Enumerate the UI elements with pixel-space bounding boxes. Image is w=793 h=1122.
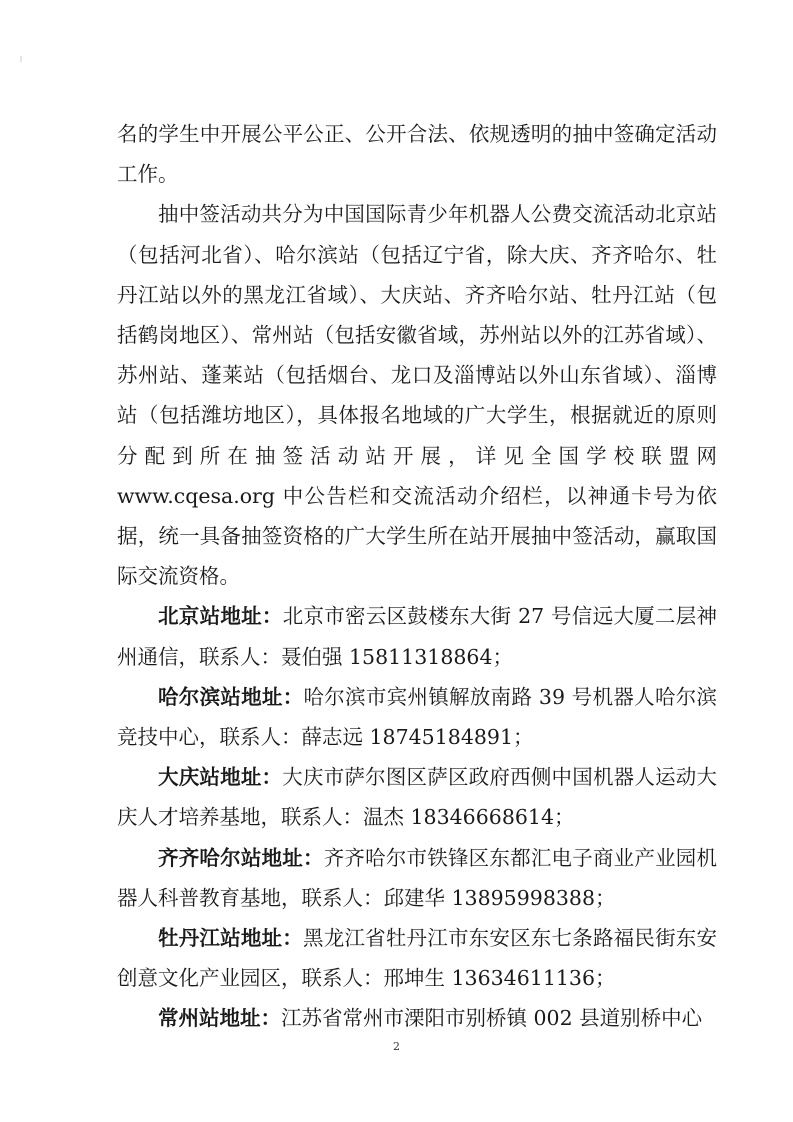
address-text: 哈尔滨市宾州镇解放南路 39 号机器人哈尔滨竞技中心，联系人：薛志远 18745184891； bbox=[117, 684, 718, 750]
address-label: 大庆站地址： bbox=[158, 765, 283, 790]
address-label: 牡丹江站地址： bbox=[158, 926, 303, 951]
address-changzhou bbox=[117, 998, 717, 1038]
address-daqing bbox=[117, 757, 717, 837]
body-text bbox=[117, 114, 717, 1039]
address-harbin bbox=[117, 677, 717, 757]
address-label: 北京站地址： bbox=[158, 604, 283, 629]
address-text: 大庆市萨尔图区萨区政府西侧中国机器人运动大庆人才培养基地，联系人：温杰 18346668614； bbox=[117, 765, 718, 830]
address-label: 齐齐哈尔站地址： bbox=[158, 845, 324, 870]
address-label: 常州站地址： bbox=[158, 1006, 281, 1031]
address-text: 江苏省常州市溧阳市别桥镇 002 县道别桥中心 bbox=[281, 1006, 703, 1031]
scan-speck bbox=[20, 56, 22, 62]
address-text: 黑龙江省牡丹江市东安区东七条路福民街东安创意文化产业园区，联系人：邢坤生 13634611136； bbox=[117, 926, 718, 991]
page-number: 2 bbox=[393, 1040, 400, 1053]
address-text: 齐齐哈尔市铁锋区东都汇电子商业产业园机器人科普教育基地，联系人：邱建华 13895998388； bbox=[117, 845, 718, 910]
address-label: 哈尔滨站地址： bbox=[158, 684, 304, 709]
paragraph-stations: 抽中签活动共分为中国国际青少年机器人公费交流活动北京站（包括河北省）、哈尔滨站（包括辽宁省，除大庆、齐齐哈尔、牡丹江站以外的黑龙江省域）、大庆站、齐齐哈尔站、牡丹江站（包括鹤岗地区）、常州站（包括安徽省域，苏州站以外的江苏省域）、苏州站、蓬莱站（包括烟台、龙口及淄博站以外山东省域）、淄博站（包括潍坊地区），具体报名地域的广大学生，根据就近的原则分配到所在抽签活动站开展，详见全国学校联盟网 www.cqesa.org 中公告栏和交流活动介绍栏，以神通卡号为依据，统一具备抽签资格的广大学生所在站开展抽中签活动，赢取国际交流资格。 bbox=[117, 202, 717, 589]
address-mudanjiang bbox=[117, 918, 717, 998]
address-qiqihar bbox=[117, 838, 717, 918]
address-text: 北京市密云区鼓楼东大街 27 号信远大厦二层神州通信，联系人：聂伯强 15811318864； bbox=[117, 604, 717, 669]
address-beijing bbox=[117, 596, 717, 676]
paragraph-continuation: 名的学生中开展公平公正、公开合法、依规透明的抽中签确定活动工作。 bbox=[117, 122, 717, 187]
